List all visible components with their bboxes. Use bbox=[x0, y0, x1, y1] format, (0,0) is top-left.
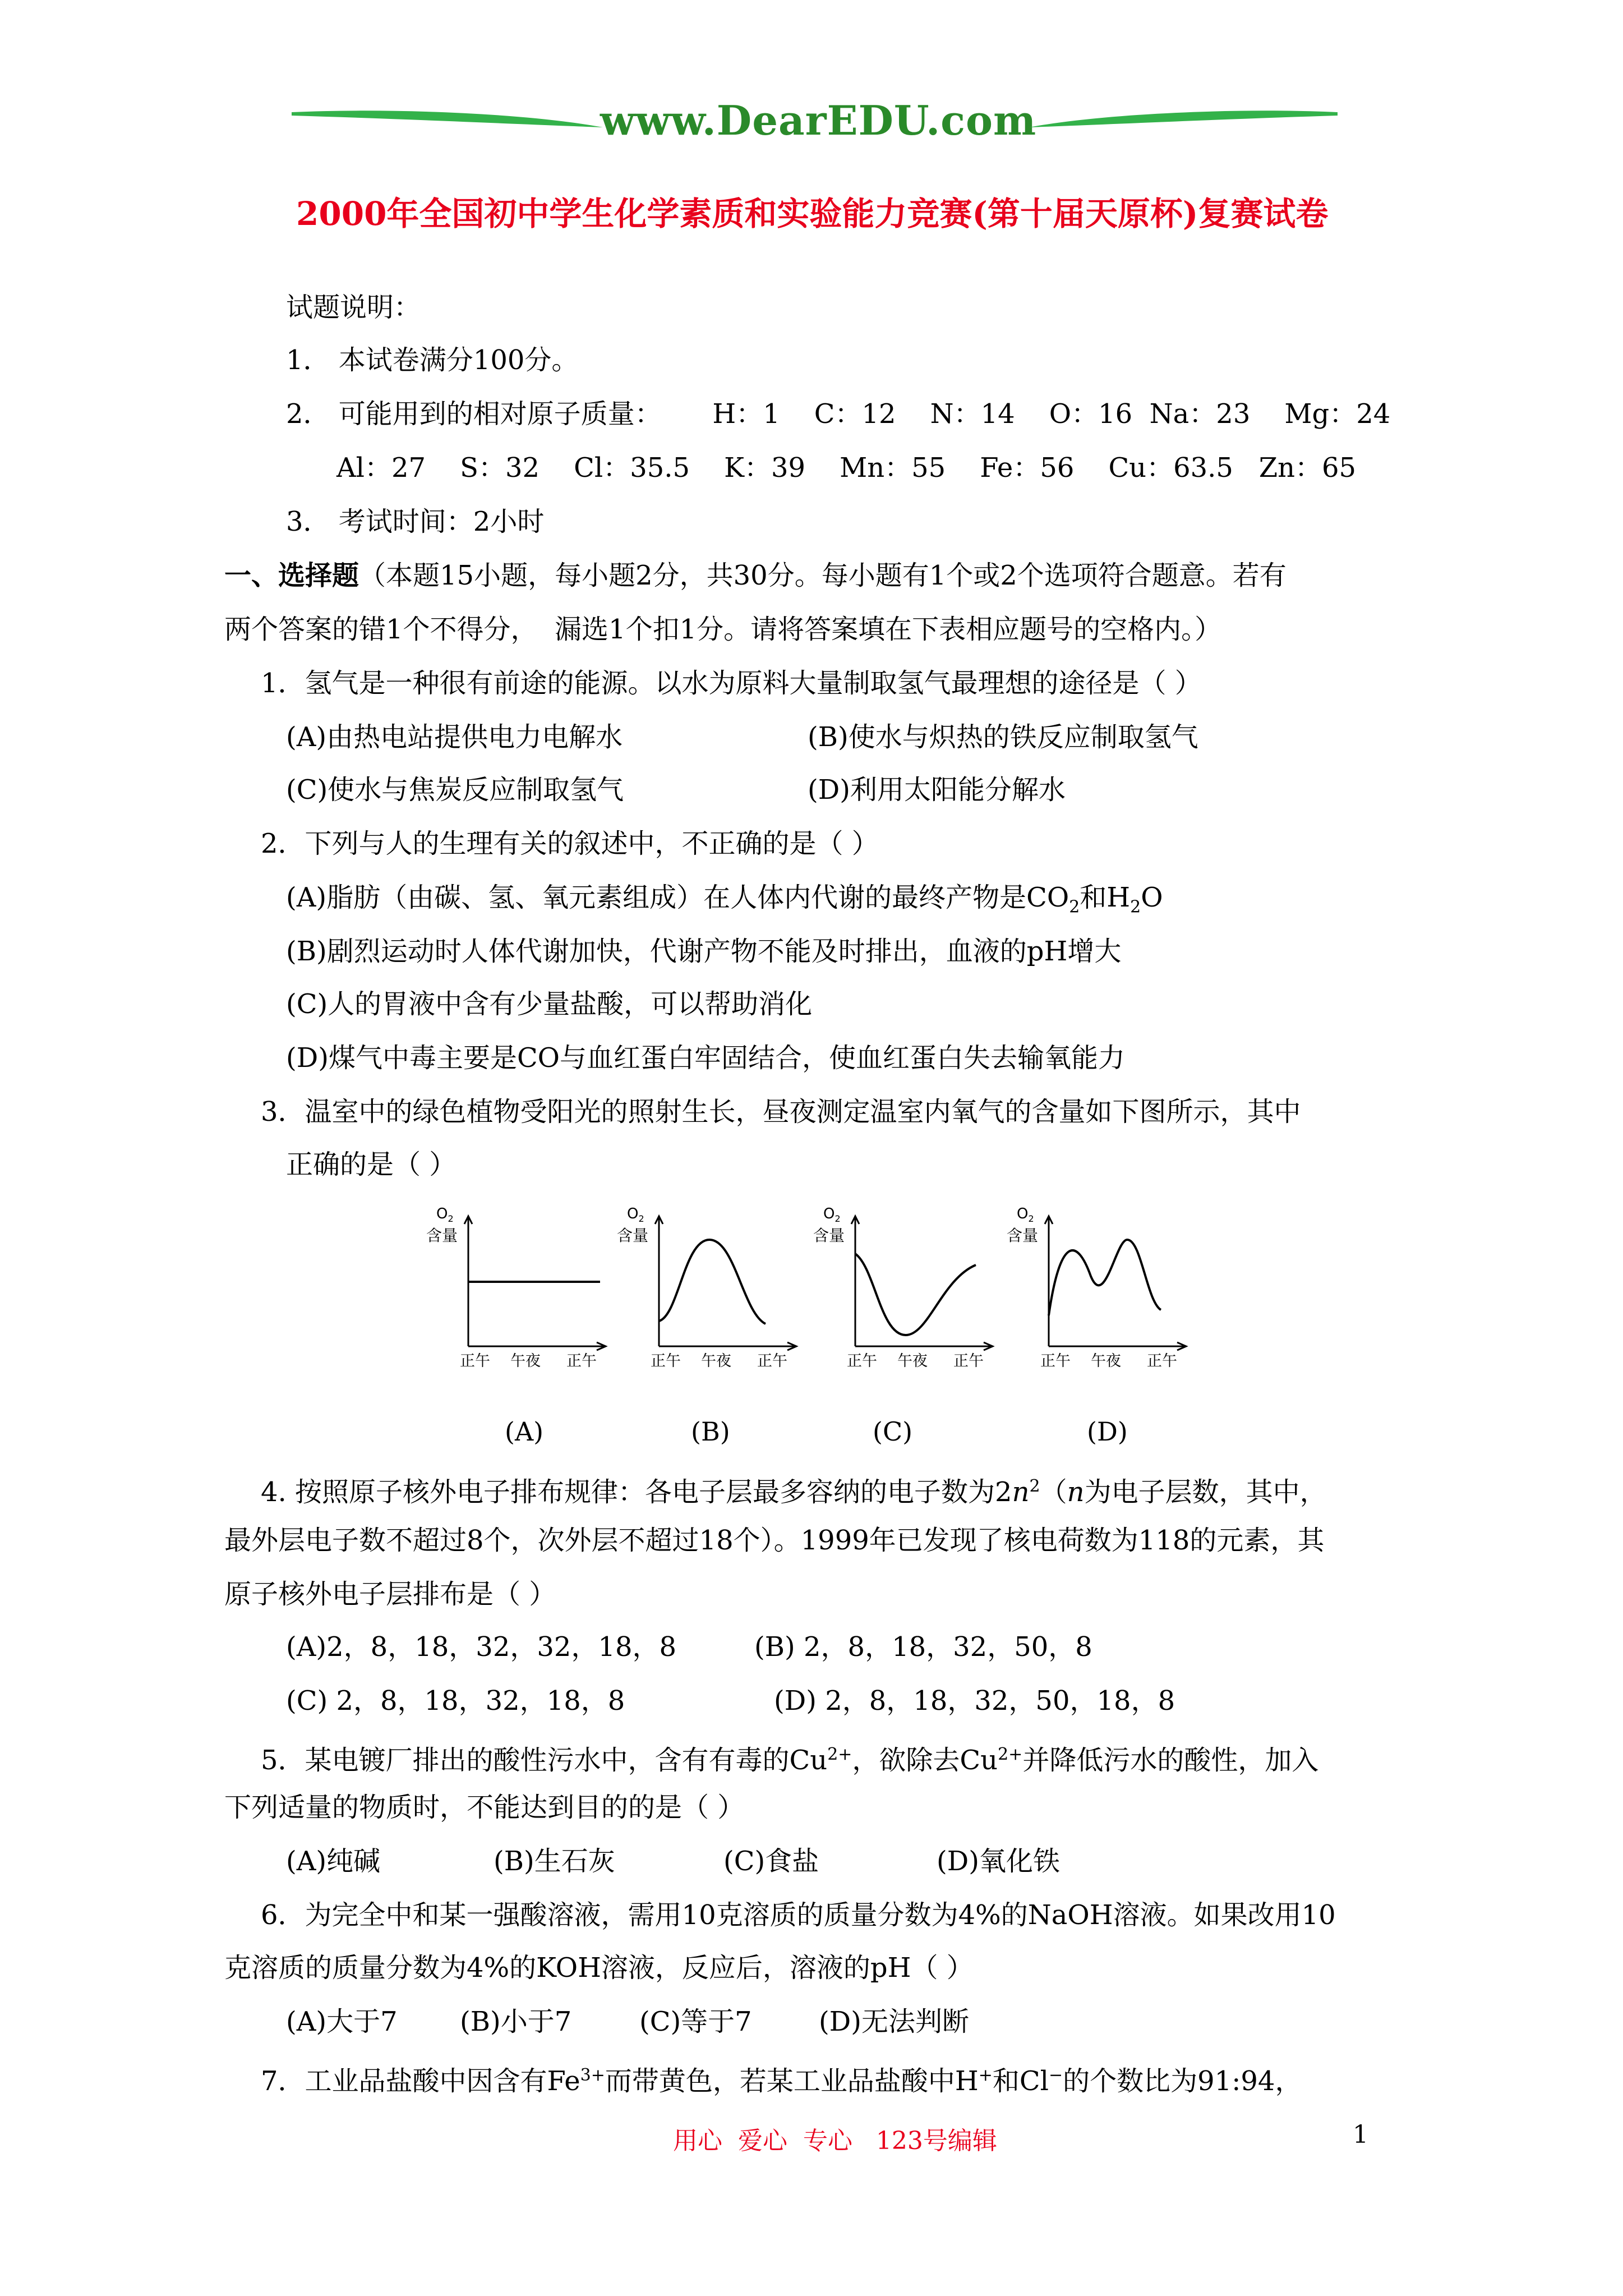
q6-stem-b: 克溶质的质量分数为4%的KOH溶液，反应后，溶液的pH（ ） bbox=[224, 1952, 974, 1984]
graph-a-x-tick: 午夜 bbox=[510, 1352, 541, 1369]
q5-sup-1: 2+ bbox=[827, 1745, 852, 1764]
q6-option-b: (B)小于7 bbox=[460, 2006, 572, 2037]
q7-stem-mid-1: 而带黄色，若某工业品盐酸中H bbox=[605, 2065, 979, 2097]
q5-sup-2: 2+ bbox=[998, 1745, 1023, 1764]
q7-stem-pre: 7．工业品盐酸中因含有Fe bbox=[261, 2065, 580, 2097]
q6-option-a: (A)大于7 bbox=[286, 2006, 398, 2037]
q1-stem: 1．氢气是一种很有前途的能源。以水为原料大量制取氢气最理想的途径是（ ） bbox=[261, 668, 1202, 699]
q7-stem bbox=[261, 2059, 1302, 2098]
q5-option-b: (B)生石灰 bbox=[494, 1846, 615, 1877]
site-logo-text: www.DearEDU.com bbox=[600, 96, 1037, 144]
graph-b-x-tick: 午夜 bbox=[701, 1352, 731, 1369]
section-1-desc-b: 两个答案的错1个不得分， 漏选1个扣1分。请将答案填在下表相应题号的空格内。） bbox=[224, 614, 1222, 645]
q2-a-mid: 和H bbox=[1080, 882, 1131, 913]
graph-d-curve bbox=[1049, 1240, 1161, 1315]
graph-d-y-axis bbox=[1045, 1216, 1053, 1346]
q1-option-a: (A)由热电站提供电力电解水 bbox=[286, 721, 623, 753]
q4-sup: 2 bbox=[1029, 1476, 1040, 1496]
graph-d-y-label-bottom: 含量 bbox=[1007, 1226, 1039, 1245]
q5-stem-pre: 5．某电镀厂排出的酸性污水中，含有有毒的Cu bbox=[261, 1745, 828, 1776]
q7-sup-1: 3+ bbox=[580, 2065, 605, 2085]
graph-d-y-label-top: $O_2$ bbox=[1017, 1206, 1034, 1224]
q7-sup-3: − bbox=[1048, 2065, 1063, 2085]
instruction-item-3: 3． 考试时间：2小时 bbox=[286, 506, 545, 537]
q4-stem-a bbox=[261, 1470, 1327, 1509]
graph-label-c: (C) bbox=[873, 1416, 913, 1447]
q2-option-c: (C)人的胃液中含有少量盐酸，可以帮助消化 bbox=[286, 988, 813, 1020]
graph-a-svg bbox=[426, 1206, 611, 1369]
graph-d-x-tick: 午夜 bbox=[1091, 1352, 1121, 1369]
section-1-title: 一、选择题 bbox=[224, 560, 359, 591]
graph-c-x-axis bbox=[855, 1342, 993, 1350]
q5-option-a: (A)纯碱 bbox=[286, 1846, 381, 1877]
atomic-masses-line-2: Al：27 S：32 Cl：35.5 K：39 Mn：55 Fe：56 Cu：63.5 Zn：65 bbox=[336, 452, 1357, 484]
graph-c-y-label-bottom: 含量 bbox=[813, 1226, 845, 1245]
graph-d-x-tick: 正午 bbox=[1147, 1352, 1177, 1369]
page-title: 2000年全国初中学生化学素质和实验能力竞赛(第十届天原杯)复赛试卷 bbox=[296, 195, 1329, 233]
q4-paren: （ bbox=[1040, 1476, 1067, 1508]
graph-label-a: (A) bbox=[505, 1416, 544, 1447]
q5-stem-mid: ，欲除去Cu bbox=[852, 1745, 998, 1776]
graph-c-curve bbox=[855, 1254, 976, 1335]
graph-d-x-axis bbox=[1049, 1342, 1186, 1350]
graph-a-x-tick: 正午 bbox=[460, 1352, 490, 1369]
q5-stem-a bbox=[261, 1738, 1318, 1777]
q2-option-a bbox=[286, 881, 1163, 924]
q4-stem-a-post: 为电子层数，其中， bbox=[1084, 1476, 1327, 1508]
graph-b-svg bbox=[617, 1206, 802, 1369]
graph-b-y-label-top: $O_2$ bbox=[627, 1206, 644, 1224]
q6-option-c: (C)等于7 bbox=[639, 2006, 752, 2037]
q1-option-c: (C)使水与焦炭反应制取氢气 bbox=[286, 774, 624, 806]
graph-c-x-tick: 正午 bbox=[953, 1352, 984, 1369]
q5-option-d: (D)氧化铁 bbox=[937, 1846, 1060, 1877]
graph-c-y-label-top: $O_2$ bbox=[823, 1206, 841, 1224]
q5-stem-b: 下列适量的物质时，不能达到目的的是（ ） bbox=[224, 1792, 745, 1823]
graph-a-x-tick: 正午 bbox=[566, 1352, 597, 1369]
q4-n: n bbox=[1012, 1476, 1030, 1508]
q4-n2: n bbox=[1067, 1476, 1085, 1508]
graph-b bbox=[617, 1206, 802, 1369]
graph-a-x-axis bbox=[468, 1342, 606, 1350]
graph-b-y-label-bottom: 含量 bbox=[617, 1226, 649, 1245]
q1-option-b: (B)使水与炽热的铁反应制取氢气 bbox=[808, 721, 1198, 753]
q4-option-b: (B) 2，8，18，32，50，8 bbox=[754, 1631, 1092, 1663]
q1-option-d: (D)利用太阳能分解水 bbox=[808, 774, 1066, 806]
q2-a-sub-1: 2 bbox=[1069, 897, 1080, 917]
q7-sup-2: + bbox=[978, 2065, 993, 2085]
q6-option-d: (D)无法判断 bbox=[819, 2006, 969, 2037]
q7-stem-mid-2: 和Cl bbox=[992, 2065, 1049, 2097]
instruction-item-1: 1． 本试卷满分100分。 bbox=[286, 344, 579, 376]
atomic-masses-line-1: H：1 C：12 N：14 O：16 Na：23 Mg：24 bbox=[712, 398, 1391, 430]
q2-a-sub-2: 2 bbox=[1130, 897, 1141, 917]
q2-option-b: (B)剧烈运动时人体代谢加快，代谢产物不能及时排出，血液的pH增大 bbox=[286, 936, 1122, 967]
graph-a-y-label-bottom: 含量 bbox=[426, 1226, 458, 1245]
instructions-heading: 试题说明： bbox=[286, 292, 421, 323]
graph-b-x-tick: 正午 bbox=[651, 1352, 681, 1369]
graph-b-y-axis bbox=[655, 1216, 663, 1346]
q5-option-c: (C)食盐 bbox=[723, 1846, 819, 1877]
graph-c-x-tick: 午夜 bbox=[897, 1352, 928, 1369]
graph-c bbox=[813, 1206, 998, 1369]
banner-right-swoosh bbox=[1026, 102, 1340, 141]
banner-left-swoosh bbox=[292, 102, 606, 141]
page-number: 1 bbox=[1353, 2120, 1368, 2149]
q4-option-c: (C) 2，8，18，32，18，8 bbox=[286, 1685, 625, 1717]
q3-stem-b: 正确的是（ ） bbox=[286, 1149, 457, 1180]
q3-stem-a: 3．温室中的绿色植物受阳光的照射生长，昼夜测定温室内氧气的含量如下图所示，其中 bbox=[261, 1096, 1301, 1128]
graph-b-x-tick: 正午 bbox=[757, 1352, 787, 1369]
q7-stem-post: 的个数比为91:94， bbox=[1063, 2065, 1302, 2097]
q2-option-d: (D)煤气中毒主要是CO与血红蛋白牢固结合，使血红蛋白失去输氧能力 bbox=[286, 1042, 1126, 1074]
q4-option-a: (A)2，8，18，32，32，18，8 bbox=[286, 1631, 677, 1663]
q4-stem-c: 原子核外电子层排布是（ ） bbox=[224, 1579, 556, 1610]
graph-d bbox=[1007, 1206, 1192, 1369]
graph-d-x-tick: 正午 bbox=[1040, 1352, 1071, 1369]
graph-b-curve bbox=[659, 1240, 766, 1324]
section-1-desc-a: （本题15小题，每小题2分，共30分。每小题有1个或2个选项符合题意。若有 bbox=[359, 560, 1287, 591]
q4-option-d: (D) 2，8，18，32，50，18，8 bbox=[774, 1685, 1175, 1717]
q4-stem-b: 最外层电子数不超过8个，次外层不超过18个）。1999年已发现了核电荷数为118的元素，其 bbox=[224, 1525, 1325, 1556]
graph-a-y-label-top: $O_2$ bbox=[436, 1206, 454, 1224]
q6-stem-a: 6．为完全中和某一强酸溶液，需用10克溶质的质量分数为4%的NaOH溶液。如果改用10 bbox=[261, 1899, 1336, 1931]
section-1-heading bbox=[224, 559, 1287, 592]
graph-a bbox=[426, 1206, 611, 1369]
graph-c-svg bbox=[813, 1206, 998, 1369]
q4-stem-a-pre: 4. 按照原子核外电子排布规律：各电子层最多容纳的电子数为2 bbox=[261, 1476, 1012, 1508]
graph-label-d: (D) bbox=[1087, 1416, 1128, 1447]
footer-credit: 用心 爱心 专心 123号编辑 bbox=[673, 2127, 997, 2155]
graph-c-y-axis bbox=[851, 1216, 859, 1346]
q5-stem-post: 并降低污水的酸性，加入 bbox=[1022, 1745, 1319, 1776]
graph-label-b: (B) bbox=[691, 1416, 730, 1447]
graph-d-svg bbox=[1007, 1206, 1192, 1369]
q2-stem: 2．下列与人的生理有关的叙述中，不正确的是（ ） bbox=[261, 828, 879, 859]
graph-b-x-axis bbox=[659, 1342, 796, 1350]
q2-a-text: (A)脂肪（由碳、氢、氧元素组成）在人体内代谢的最终产物是CO bbox=[286, 882, 1069, 913]
graph-c-x-tick: 正午 bbox=[847, 1352, 877, 1369]
q2-a-post: O bbox=[1141, 882, 1163, 913]
instruction-item-2 bbox=[286, 397, 1390, 431]
instruction-item-2-label: 2． 可能用到的相对原子质量： bbox=[286, 398, 662, 430]
